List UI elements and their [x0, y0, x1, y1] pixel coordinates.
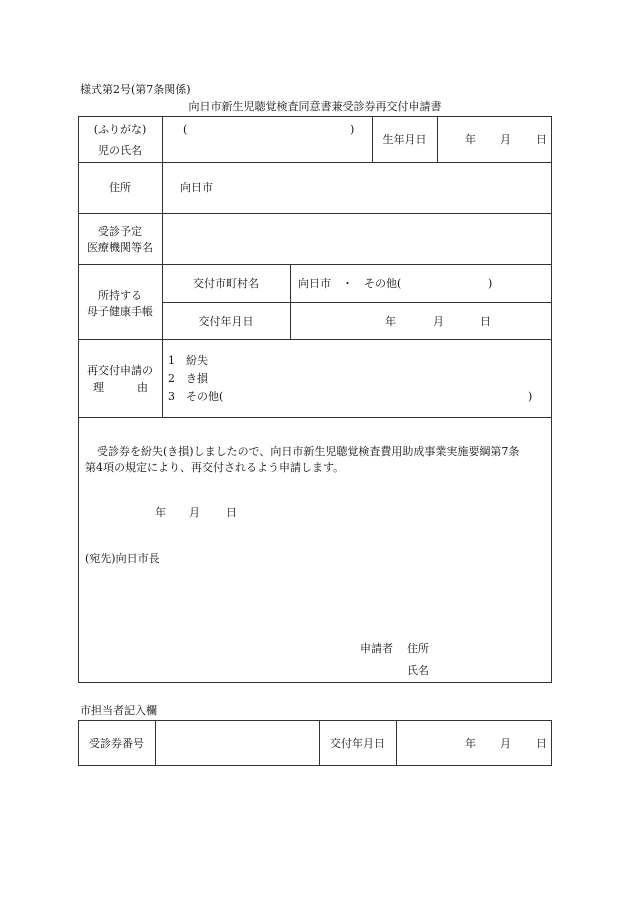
declaration-line2: 第4項の規定により、再交付されるよう申請します。	[85, 461, 345, 474]
handbook-label-line1: 所持する	[98, 289, 142, 302]
address-prefix: 向日市	[180, 181, 213, 194]
reason-option-damaged[interactable]: 2 き損	[168, 372, 208, 385]
issuer-close-paren: )	[488, 277, 493, 290]
furigana-label: (ふりがな)	[93, 123, 147, 136]
application-day-label: 日	[226, 506, 237, 519]
birthdate-label: 生年月日	[382, 133, 427, 146]
application-year-label: 年	[155, 506, 166, 519]
addressee: (宛先)向日市長	[85, 552, 160, 565]
issue-day-label: 日	[480, 315, 491, 328]
handbook-label-line2: 母子健康手帳	[87, 305, 153, 318]
form-title: 向日市新生児聴覚検査同意書兼受診券再交付申請書	[188, 100, 442, 113]
child-name-field[interactable]	[166, 140, 368, 158]
issuer-options: 向日市 ・ その他(	[298, 277, 402, 290]
reason-option-other[interactable]: 3 その他(	[168, 390, 224, 403]
issue-date-field[interactable]	[294, 306, 546, 336]
reason-option-lost[interactable]: 1 紛失	[168, 354, 208, 367]
birth-day-label: 日	[536, 133, 547, 146]
furigana-open-paren: (	[183, 123, 188, 136]
application-month-label: 月	[189, 506, 200, 519]
official-day-label: 日	[536, 737, 547, 750]
reason-label-ri: 理	[93, 381, 104, 394]
voucher-number-field[interactable]	[158, 723, 316, 763]
issue-year-label: 年	[385, 315, 396, 328]
applicant-name-field[interactable]	[436, 660, 546, 680]
address-label: 住所	[109, 181, 131, 194]
reason-other-close-paren: )	[528, 390, 533, 403]
applicant-label: 申請者	[360, 642, 393, 655]
clinic-label-line1: 受診予定	[98, 225, 142, 238]
furigana-close-paren: )	[350, 123, 355, 136]
issue-month-label: 月	[433, 315, 444, 328]
official-year-label: 年	[465, 737, 476, 750]
birth-year-label: 年	[465, 133, 476, 146]
clinic-label-line2: 医療機関等名	[87, 241, 153, 254]
declaration-line1: 受診券を紛失(き損)しましたので、向日市新生児聴覚検査費用助成事業実施要綱第7条	[97, 445, 520, 458]
reason-label-line1: 再交付申請の	[87, 364, 153, 377]
application-date-field[interactable]	[120, 502, 245, 522]
official-month-label: 月	[500, 737, 511, 750]
official-issue-date-field[interactable]	[400, 723, 548, 763]
clinic-name-field[interactable]	[166, 218, 546, 260]
form-number: 様式第2号(第7条関係)	[80, 83, 191, 96]
official-issue-date-label: 交付年月日	[330, 737, 385, 750]
birth-month-label: 月	[500, 133, 511, 146]
child-name-label: 児の氏名	[98, 144, 142, 157]
applicant-address-field[interactable]	[436, 638, 546, 658]
voucher-number-label: 受診券番号	[89, 737, 144, 750]
reason-other-field[interactable]	[232, 387, 522, 405]
issuer-label: 交付市町村名	[193, 277, 259, 290]
issue-date-label: 交付年月日	[198, 315, 254, 328]
issuer-other-field[interactable]	[412, 272, 484, 294]
birthdate-field[interactable]	[440, 120, 548, 158]
applicant-address-label: 住所	[407, 642, 429, 655]
furigana-field[interactable]	[190, 120, 346, 136]
reason-label-yu: 由	[137, 381, 148, 394]
applicant-name-label: 氏名	[407, 664, 429, 677]
official-section-title: 市担当者記入欄	[80, 704, 157, 717]
address-field[interactable]	[220, 168, 546, 208]
